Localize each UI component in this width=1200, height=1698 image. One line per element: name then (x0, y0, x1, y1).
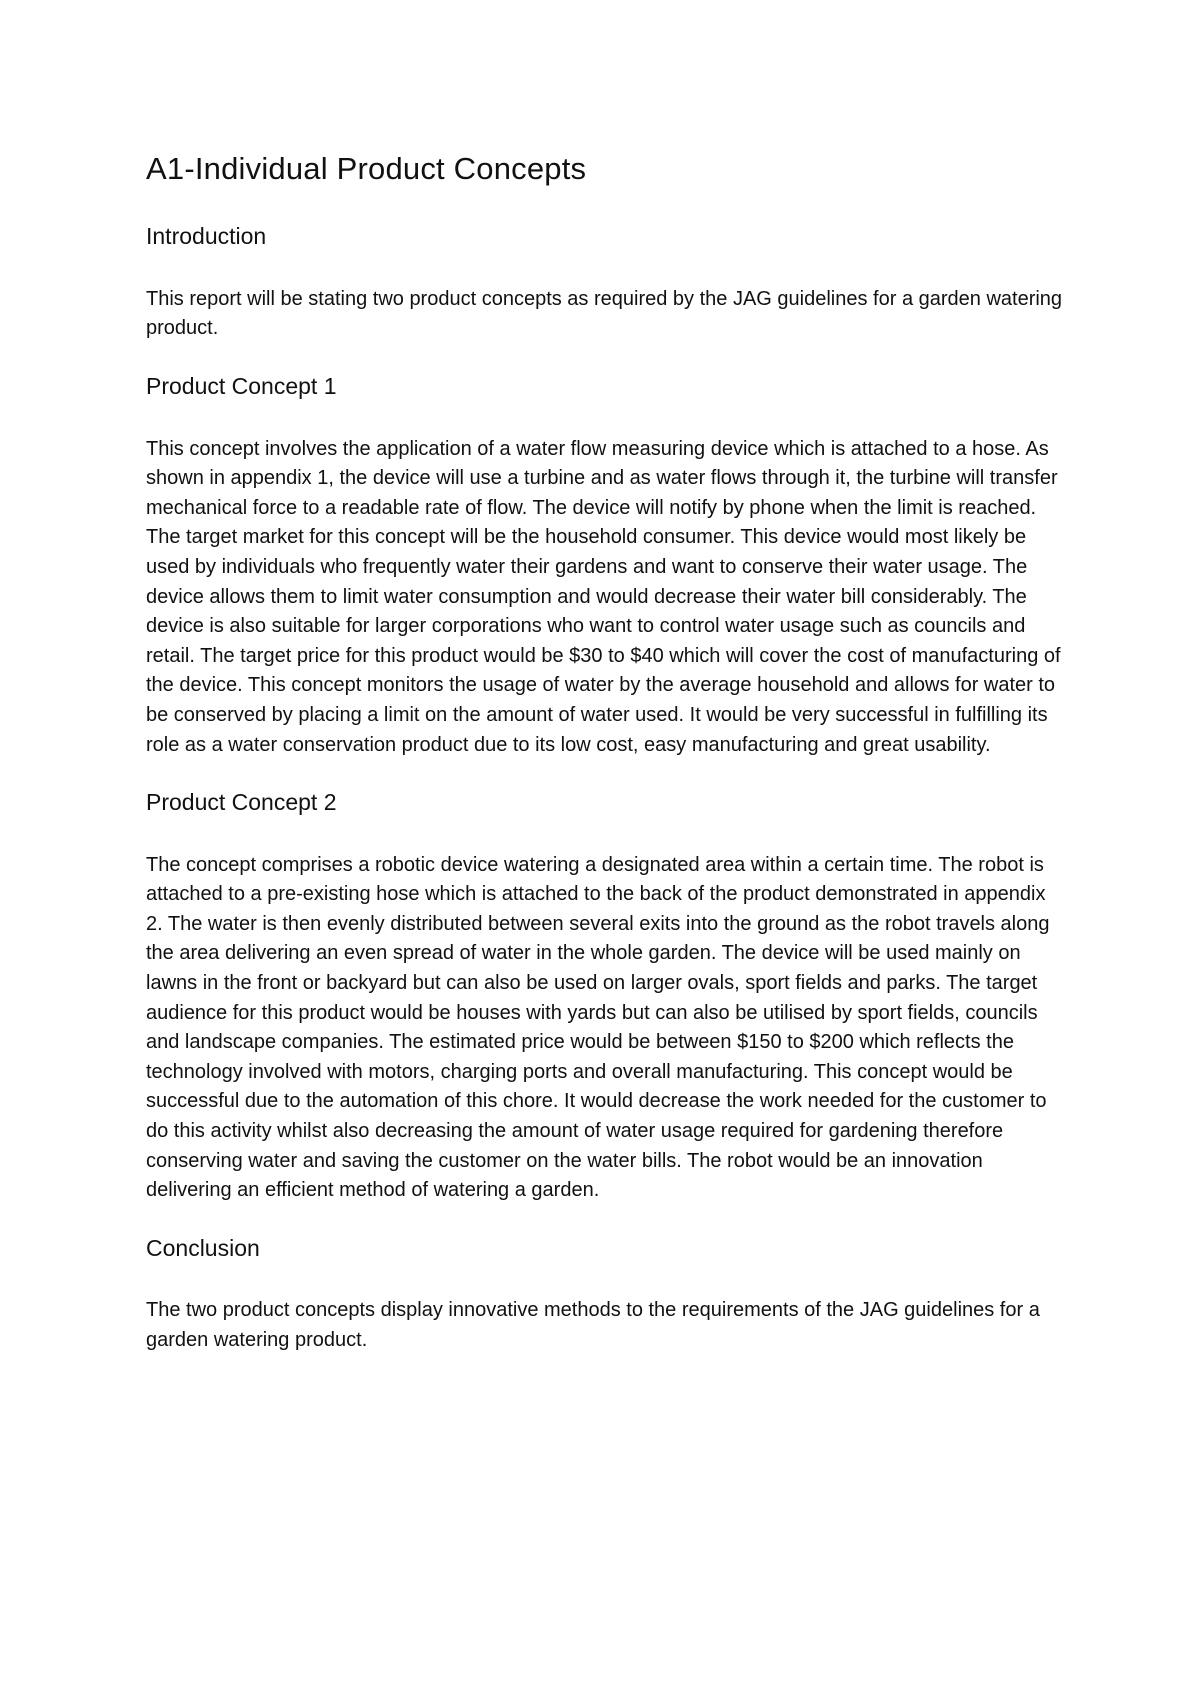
section-body-product-concept-2: The concept comprises a robotic device watering a designated area within a certain time. The robot is attached to a pre-existing hose which is attached to the back of the product demonstrated in appendix 2. The water is then evenly distributed between several exits into the ground as the robot travels along the area delivering an even spread of water in the whole garden. The device will be used mainly on lawns in the front or backyard but can also be used on larger ovals, sport fields and parks. The target audience for this product would be houses with yards but can also be utilised by sport fields, councils and landscape companies. The estimated price would be between $150 to $200 which reflects the technology involved with motors, charging ports and overall manufacturing. This concept would be successful due to the automation of this chore. It would decrease the work needed for the customer to do this activity whilst also decreasing the amount of water usage required for gardening therefore conserving water and saving the customer on the water bills. The robot would be an innovation delivering an efficient method of watering a garden. (146, 853, 1050, 1202)
document-page (146, 150, 1066, 1385)
section-body-product-concept-1: This concept involves the application of a water flow measuring device which is attached to a hose. As shown in appendix 1, the device will use a turbine and as water flows through it, the turbine will transfer mechanical force to a readable rate of flow. The device will notify by phone when the limit is reached. The target market for this concept will be the household consumer. This device would most likely be used by individuals who frequently water their gardens and want to conserve their water usage. The device allows them to limit water consumption and would decrease their water bill considerably. The device is also suitable for larger corporations who want to control water usage such as councils and retail. The target price for this product would be $30 to $40 which will cover the cost of manufacturing of the device. This concept monitors the usage of water by the average household and allows for water to be conserved by placing a limit on the amount of water used. It would be very successful in fulfilling its role as a water conservation product due to its low cost, easy manufacturing and great usability. (146, 437, 1061, 756)
document-title: A1-Individual Product Concepts (146, 151, 587, 186)
section-body-conclusion: The two product concepts display innovative methods to the requirements of the JAG guidelines for a garden watering product. (146, 1299, 1040, 1351)
section-body-introduction: This report will be stating two product concepts as required by the JAG guidelines for a garden watering product. (146, 287, 1063, 340)
section-heading-product-concept-2: Product Concept 2 (146, 789, 337, 816)
section-heading-introduction: Introduction (146, 223, 267, 250)
section-heading-product-concept-1: Product Concept 1 (146, 372, 337, 399)
section-heading-conclusion: Conclusion (146, 1234, 260, 1261)
